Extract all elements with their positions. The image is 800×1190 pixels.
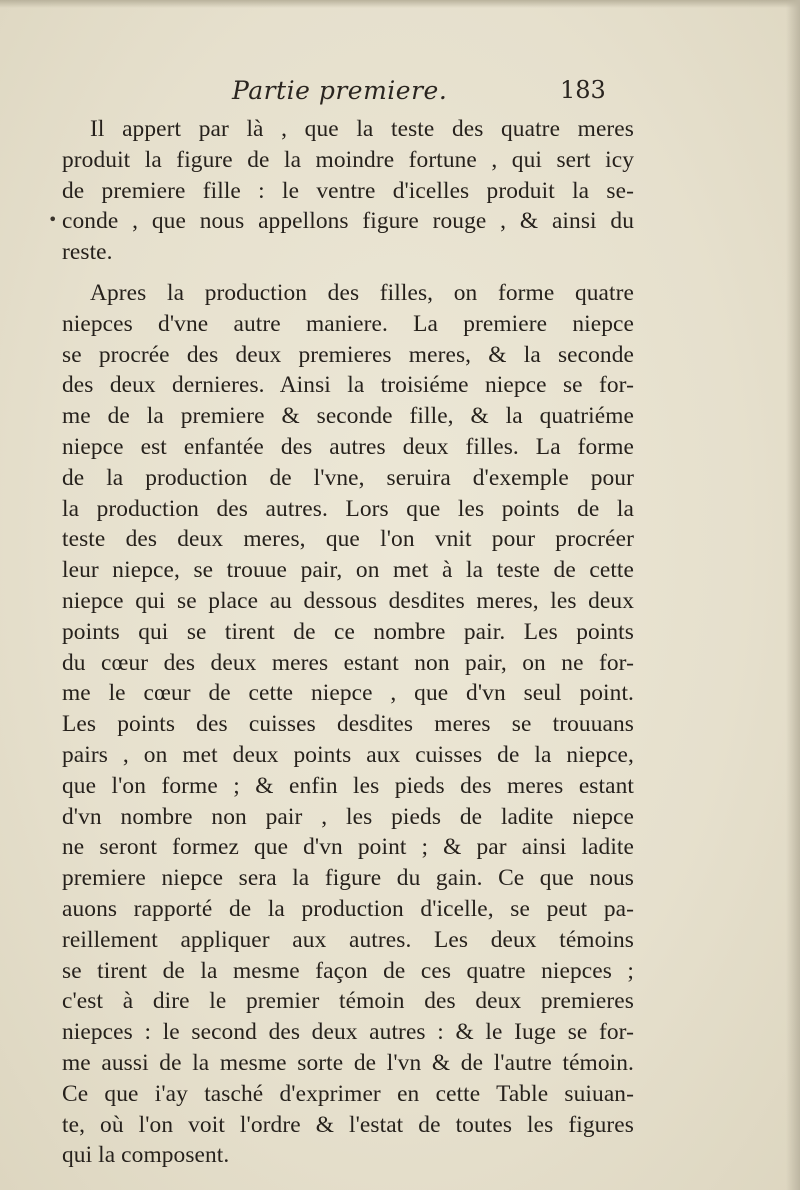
text-line: Apres la production des filles, on forme quatre xyxy=(90,279,634,306)
text-line: de la production de l'vne, seruira d'exemple pour xyxy=(62,464,634,491)
text-line: niepces : le second des deux autres : & le Iuge se for- xyxy=(62,1019,634,1046)
text-line: conde , que nous appellons figure rouge , & ainsi du xyxy=(62,208,634,235)
text-line: la production des autres. Lors que les points de la xyxy=(62,495,634,522)
text-line: me aussi de la mesme sorte de l'vn & de l'autre témoin. xyxy=(62,1049,634,1076)
text-line: d'vn nombre non pair , les pieds de ladite niepce xyxy=(62,803,634,830)
text-line: qui la composent. xyxy=(62,1142,230,1169)
text-line: me le cœur de cette niepce , que d'vn seul point. xyxy=(62,680,634,707)
margin-mark: • xyxy=(48,210,58,229)
text-line: teste des deux meres, que l'on vnit pour procréer xyxy=(62,526,634,553)
paragraph-gap xyxy=(62,268,634,278)
text-line: c'est à dire le premier témoin des deux premieres xyxy=(62,988,634,1015)
text-line: me de la premiere & seconde fille, & la quatriéme xyxy=(62,403,634,430)
running-head: Partie premiere. xyxy=(232,76,448,105)
text-line: premiere niepce sera la figure du gain. Ce que nous xyxy=(62,865,634,892)
text-line: du cœur des deux meres estant non pair, on ne for- xyxy=(62,649,634,676)
page-spine-shadow xyxy=(786,0,800,1190)
text-line: que l'on forme ; & enfin les pieds des meres estant xyxy=(62,772,634,799)
text-line: ne seront formez que d'vn point ; & par ainsi ladite xyxy=(62,834,634,861)
text-line: produit la figure de la moindre fortune , qui sert icy xyxy=(62,146,634,173)
text-line: niepces d'vne autre maniere. La premiere niepce xyxy=(62,310,634,337)
text-line: auons rapporté de la production d'icelle, se peut pa- xyxy=(62,895,634,922)
text-line: te, où l'on voit l'ordre & l'estat de toutes les figures xyxy=(62,1111,634,1138)
text-line: niepce est enfantée des autres deux filles. La forme xyxy=(62,433,634,460)
paragraph xyxy=(62,278,634,1171)
text-line: niepce qui se place au dessous desdites meres, les deux xyxy=(62,587,634,614)
text-line: reillement appliquer aux autres. Les deux témoins xyxy=(62,926,634,953)
page-number: 183 xyxy=(560,76,606,104)
text-line: Il appert par là , que la teste des quatre meres xyxy=(90,116,634,142)
text-line: des deux dernieres. Ainsi la troisiéme niepce se for- xyxy=(62,372,634,399)
body-text xyxy=(62,114,634,1171)
text-line: Ce que i'ay tasché d'exprimer en cette Table suiuan- xyxy=(62,1080,634,1107)
text-line: se tirent de la mesme façon de ces quatre niepces ; xyxy=(62,957,634,984)
text-line: pairs , on met deux points aux cuisses de la niepce, xyxy=(62,741,634,768)
text-line: leur niepce, se trouue pair, on met à la teste de cette xyxy=(62,557,634,584)
text-line: de premiere fille : le ventre d'icelles produit la se- xyxy=(62,177,634,204)
text-line: Les points des cuisses desdites meres se trouuans xyxy=(62,711,634,738)
page-top-shadow xyxy=(0,0,800,8)
page-header xyxy=(60,76,620,112)
text-line: reste. xyxy=(62,239,113,266)
text-line: points qui se tirent de ce nombre pair. Les points xyxy=(62,618,634,645)
text-line: se procrée des deux premieres meres, & la seconde xyxy=(62,341,634,368)
paragraph xyxy=(62,114,634,268)
